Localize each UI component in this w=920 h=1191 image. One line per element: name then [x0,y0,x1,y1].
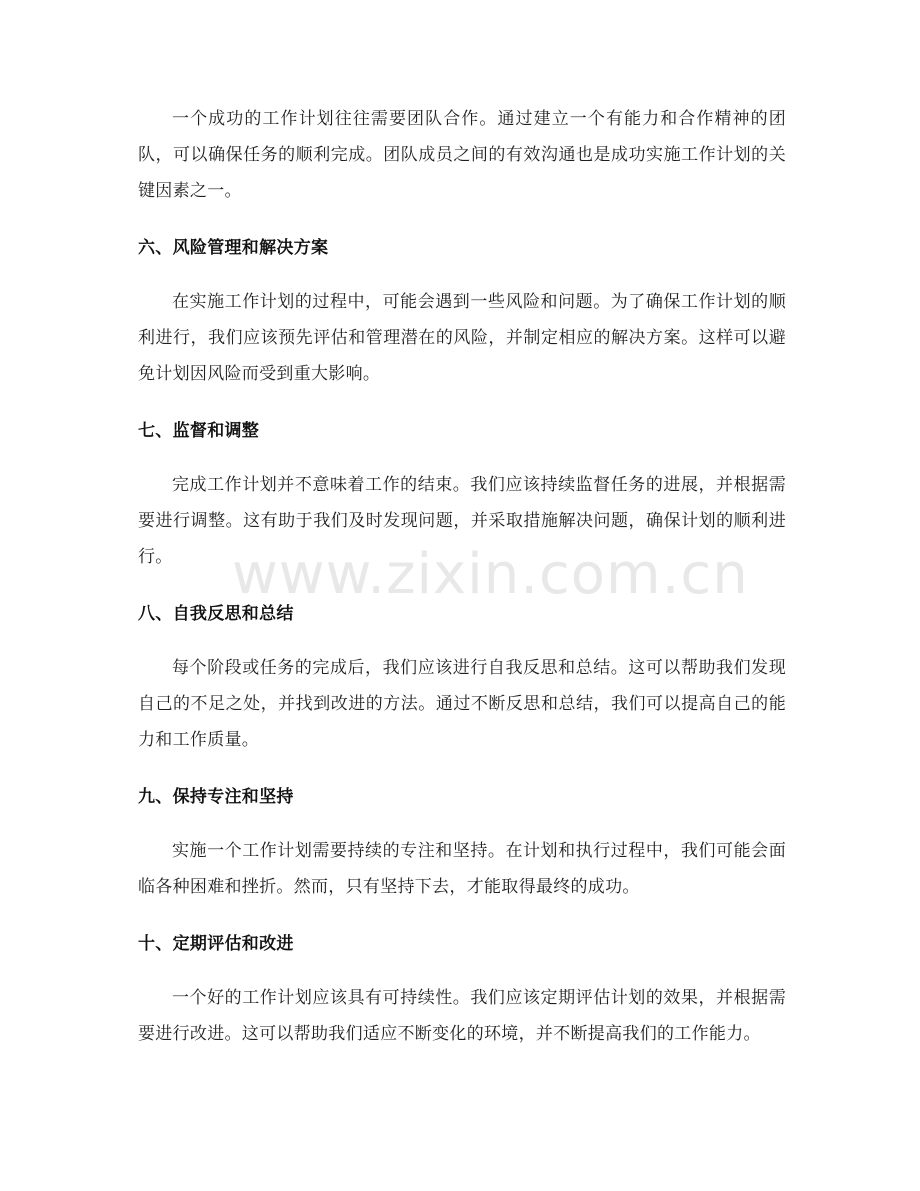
paragraph-teamwork: 一个成功的工作计划往往需要团队合作。通过建立一个有能力和合作精神的团队，可以确保任务的顺利完成。团队成员之间的有效沟通也是成功实施工作计划的关键因素之一。 [138,109,786,201]
paragraph-risk-management: 在实施工作计划的过程中，可能会遇到一些风险和问题。为了确保工作计划的顺利进行，我们应该预先评估和管理潜在的风险，并制定相应的解决方案。这样可以避免计划因风险而受到重大影响。 [138,292,786,384]
heading-evaluation: 十、定期评估和改进 [138,934,294,954]
paragraph-focus-persistence: 实施一个工作计划需要持续的专注和坚持。在计划和执行过程中，我们可能会面临各种困难和挫折。然而，只有坚持下去，才能取得最终的成功。 [138,841,786,897]
heading-monitoring: 七、监督和调整 [138,421,260,441]
heading-focus-persistence: 九、保持专注和坚持 [138,787,294,807]
paragraph-evaluation: 一个好的工作计划应该具有可持续性。我们应该定期评估计划的效果，并根据需要进行改进。这可以帮助我们适应不断变化的环境，并不断提高我们的工作能力。 [138,988,786,1044]
heading-risk-management: 六、风险管理和解决方案 [138,238,329,258]
document-body [138,101,786,1052]
watermark: www.zixin.com.cn [232,542,749,607]
paragraph-self-reflection: 每个阶段或任务的完成后，我们应该进行自我反思和总结。这可以帮助我们发现自己的不足之处，并找到改进的方法。通过不断反思和总结，我们可以提高自己的能力和工作质量。 [138,658,786,750]
heading-self-reflection: 八、自我反思和总结 [138,604,294,624]
paragraph-monitoring: 完成工作计划并不意味着工作的结束。我们应该持续监督任务的进展，并根据需要进行调整。这有助于我们及时发现问题，并采取措施解决问题，确保计划的顺利进行。 [138,475,786,567]
